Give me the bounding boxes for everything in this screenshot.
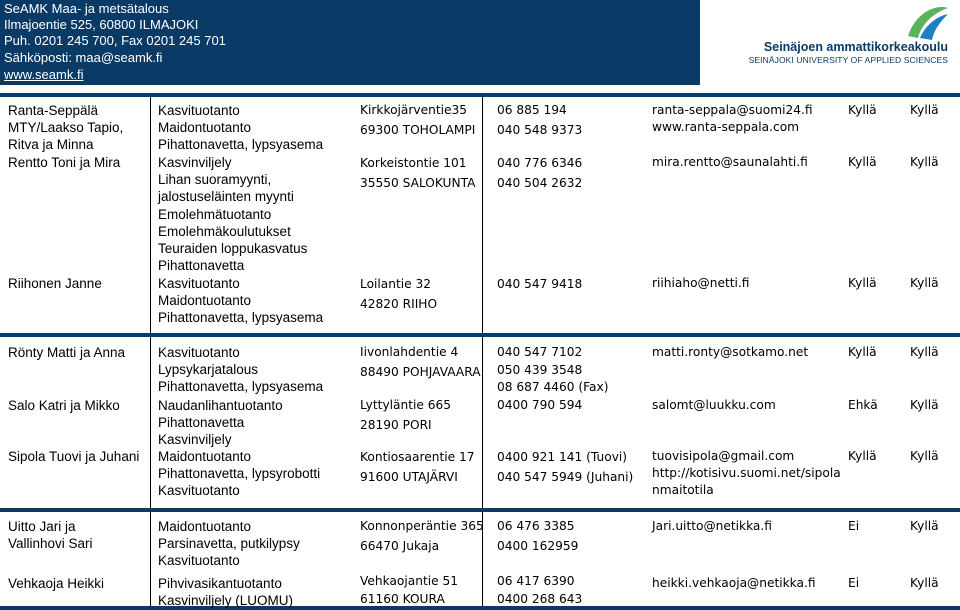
email-link[interactable]: matti.ronty@sotkamo.net bbox=[652, 345, 809, 359]
option-value: Kyllä bbox=[848, 345, 877, 359]
option-value: Kyllä bbox=[910, 276, 939, 290]
phone: 040 776 6346 040 504 2632 bbox=[497, 156, 583, 190]
email-link[interactable]: ranta-seppala@suomi24.fi www.ranta-seppala.com bbox=[652, 103, 813, 135]
option-value: Kyllä bbox=[910, 519, 939, 533]
option-value: Kyllä bbox=[910, 398, 939, 412]
farm-name: Salo Katri ja Mikko bbox=[8, 398, 120, 413]
option-value: Kyllä bbox=[848, 155, 877, 169]
farm-name: Ranta-Seppälä MTY/Laakso Tapio, Ritva ja Minna bbox=[8, 103, 124, 153]
farm-name: Rönty Matti ja Anna bbox=[8, 345, 126, 360]
option-value: Kyllä bbox=[910, 155, 939, 169]
header-website-link[interactable]: www.seamk.fi bbox=[4, 67, 84, 82]
option-value: Ehkä bbox=[848, 398, 878, 412]
farm-name: Vehkaoja Heikki bbox=[8, 576, 105, 591]
header-email: Sähköposti: maa@seamk.fi bbox=[4, 50, 163, 65]
seamk-logo bbox=[700, 0, 960, 85]
farm-name: Riihonen Janne bbox=[8, 276, 102, 291]
address: Korkeistontie 101 35550 SALOKUNTA bbox=[360, 156, 476, 190]
production-type: Pihvivasikantuotanto Kasvinviljely (LUOMU) bbox=[158, 576, 294, 609]
production-type: Maidontuotanto Pihattonavetta, lypsyrobotti Kasvituotanto bbox=[158, 449, 321, 499]
email-link[interactable]: riihiaho@netti.fi bbox=[652, 276, 750, 290]
farm-name: Sipola Tuovi ja Juhani bbox=[8, 449, 140, 464]
address: Kirkkojärventie35 69300 TOHOLAMPI bbox=[360, 103, 476, 137]
phone: 06 476 3385 0400 162959 bbox=[497, 519, 579, 553]
address: Lyttyläntie 665 28190 PORI bbox=[360, 398, 452, 432]
option-value: Kyllä bbox=[910, 345, 939, 359]
column-divider bbox=[150, 512, 151, 606]
address: Konnonperäntie 365 66470 Jukaja bbox=[360, 519, 484, 553]
email-link[interactable]: heikki.vehkaoja@netikka.fi bbox=[652, 576, 816, 590]
column-divider bbox=[150, 337, 151, 508]
section-divider bbox=[0, 333, 960, 337]
option-value: Kyllä bbox=[910, 103, 939, 117]
email-link[interactable]: tuovisipola@gmail.com http://kotisivu.suomi.net/sipola nmaitotila bbox=[652, 449, 841, 498]
production-type: Kasvituotanto Maidontuotanto Pihattonavetta, lypsyasema bbox=[158, 276, 324, 326]
email-link[interactable]: mira.rentto@saunalahti.fi bbox=[652, 155, 808, 169]
table-bottom-divider bbox=[0, 606, 960, 610]
option-value: Kyllä bbox=[848, 103, 877, 117]
logo-subtitle: SEINÄJOKI UNIVERSITY OF APPLIED SCIENCES bbox=[748, 55, 948, 65]
seamk-logo-icon bbox=[906, 2, 950, 42]
production-type: Kasvituotanto Lypsykarjatalous Pihattonavetta, lypsyasema bbox=[158, 345, 324, 395]
phone: 040 547 7102 050 439 3548 08 687 4460 (Fax) bbox=[497, 345, 609, 394]
production-type: Kasvinviljely Lihan suoramyynti, jalostuseläinten myynti Emolehmätuotanto Emolehmäkoulutukset Teuraiden loppukasvatus Pihattonavetta bbox=[158, 155, 308, 274]
address: Vehkaojantie 51 61160 KOURA bbox=[360, 574, 459, 606]
email-link[interactable]: salomt@luukku.com bbox=[652, 398, 776, 412]
header-address: Ilmajoentie 525, 60800 ILMAJOKI bbox=[4, 17, 199, 32]
section-divider bbox=[0, 508, 960, 512]
option-value: Kyllä bbox=[848, 276, 877, 290]
phone: 0400 790 594 bbox=[497, 398, 583, 412]
logo-name: Seinäjoen ammattikorkeakoulu bbox=[763, 40, 948, 54]
column-divider bbox=[482, 337, 483, 508]
option-value: Kyllä bbox=[910, 576, 939, 590]
production-type: Kasvituotanto Maidontuotanto Pihattonavetta, lypsyasema bbox=[158, 103, 324, 153]
header-org-name: SeAMK Maa- ja metsätalous bbox=[4, 1, 169, 16]
option-value: Kyllä bbox=[848, 449, 877, 463]
farm-name: Uitto Jari ja Vallinhovi Sari bbox=[8, 519, 93, 552]
table-top-divider bbox=[0, 93, 960, 97]
production-type: Naudanlihantuotanto Pihattonavetta Kasvinviljely bbox=[158, 398, 283, 448]
column-divider bbox=[150, 97, 151, 333]
option-value: Kyllä bbox=[910, 449, 939, 463]
farm-name: Rentto Toni ja Mira bbox=[8, 155, 121, 170]
page-header bbox=[0, 0, 960, 85]
production-type: Maidontuotanto Parsinavetta, putkilypsy Kasvituotanto bbox=[158, 519, 300, 569]
address: Kontiosaarentie 17 91600 UTAJÄRVI bbox=[360, 450, 475, 484]
column-divider bbox=[482, 97, 483, 333]
option-value: Ei bbox=[848, 576, 860, 590]
phone: 06 885 194 040 548 9373 bbox=[497, 103, 583, 137]
address: Iivonlahdentie 4 88490 POHJAVAARA bbox=[360, 345, 481, 379]
header-phone: Puh. 0201 245 700, Fax 0201 245 701 bbox=[4, 33, 226, 48]
option-value: Ei bbox=[848, 519, 860, 533]
phone: 040 547 9418 bbox=[497, 277, 583, 291]
address: Loilantie 32 42820 RIIHO bbox=[360, 277, 438, 311]
phone: 0400 921 141 (Tuovi) 040 547 5949 (Juhani) bbox=[497, 450, 634, 484]
phone: 06 417 6390 0400 268 643 bbox=[497, 574, 583, 606]
email-link[interactable]: Jari.uitto@netikka.fi bbox=[652, 519, 772, 533]
